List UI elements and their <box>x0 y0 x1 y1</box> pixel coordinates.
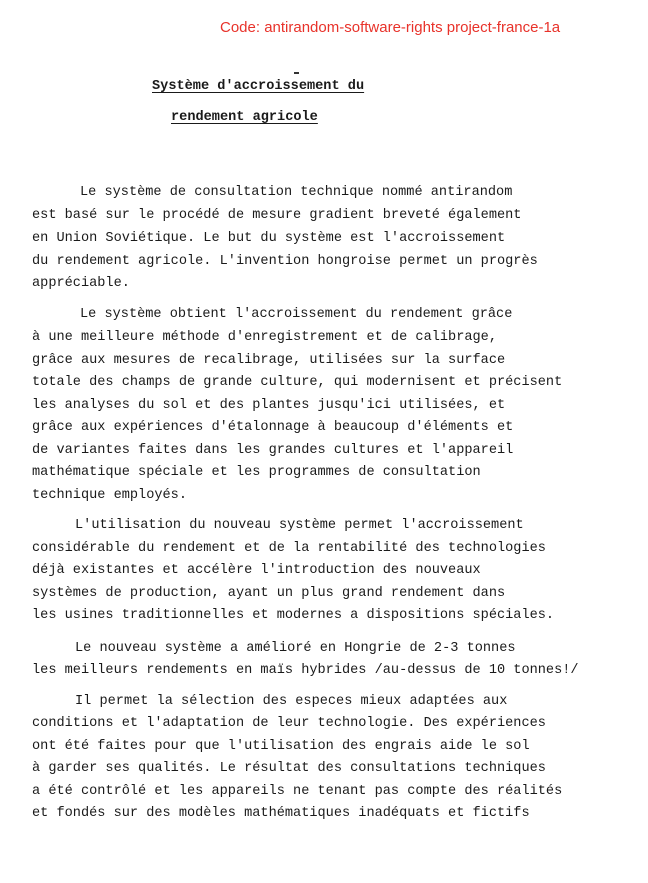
body-line: a été contrôlé et les appareils ne tenant pas compte des réalités <box>32 784 563 799</box>
body-line: à une meilleure méthode d'enregistrement et de calibrage, <box>32 330 497 345</box>
body-line: grâce aux expériences d'étalonnage à beaucoup d'éléments et <box>32 420 514 435</box>
document-code-label: Code: antirandom-software-rights project-france-1a <box>220 19 561 36</box>
body-line: est basé sur le procédé de mesure gradient breveté également <box>32 208 522 223</box>
body-line: et fondés sur des modèles mathématiques inadéquats et fictifs <box>32 806 530 821</box>
title-line-2: rendement agricole <box>171 110 318 125</box>
body-line: ont été faites pour que l'utilisation des engrais aide le sol <box>32 739 530 754</box>
body-line: déjà existantes et accélère l'introduction des nouveaux <box>32 563 481 578</box>
body-line: Le nouveau système a amélioré en Hongrie de 2-3 tonnes <box>75 641 516 656</box>
body-line: de variantes faites dans les grandes cultures et l'appareil <box>32 443 514 458</box>
body-line: technique employés. <box>32 488 187 503</box>
body-line: les meilleurs rendements en maïs hybrides /au-dessus de 10 tonnes!/ <box>32 663 579 678</box>
body-line: mathématique spéciale et les programmes de consultation <box>32 465 481 480</box>
body-line: considérable du rendement et de la rentabilité des technologies <box>32 541 546 556</box>
body-line: Il permet la sélection des especes mieux adaptées aux <box>75 694 508 709</box>
body-line: les usines traditionnelles et modernes a dispositions spéciales. <box>32 608 555 623</box>
body-line: L'utilisation du nouveau système permet l'accroissement <box>75 518 524 533</box>
body-line: totale des champs de grande culture, qui modernisent et précisent <box>32 375 563 390</box>
title-line-1: Système d'accroissement du <box>152 79 365 94</box>
body-line: les analyses du sol et des plantes jusqu'ici utilisées, et <box>32 398 506 413</box>
body-line: Le système obtient l'accroissement du rendement grâce <box>80 307 513 322</box>
body-line: conditions et l'adaptation de leur technologie. Des expériences <box>32 716 546 731</box>
body-line: du rendement agricole. L'invention hongroise permet un progrès <box>32 254 538 269</box>
body-line: en Union Soviétique. Le but du système est l'accroissement <box>32 231 506 246</box>
body-line: grâce aux mesures de recalibrage, utilisées sur la surface <box>32 353 506 368</box>
stray-mark <box>294 72 299 74</box>
body-line: Le système de consultation technique nommé antirandom <box>80 185 513 200</box>
body-line: systèmes de production, ayant un plus grand rendement dans <box>32 586 506 601</box>
body-line: appréciable. <box>32 276 130 291</box>
body-line: à garder ses qualités. Le résultat des consultations techniques <box>32 761 546 776</box>
